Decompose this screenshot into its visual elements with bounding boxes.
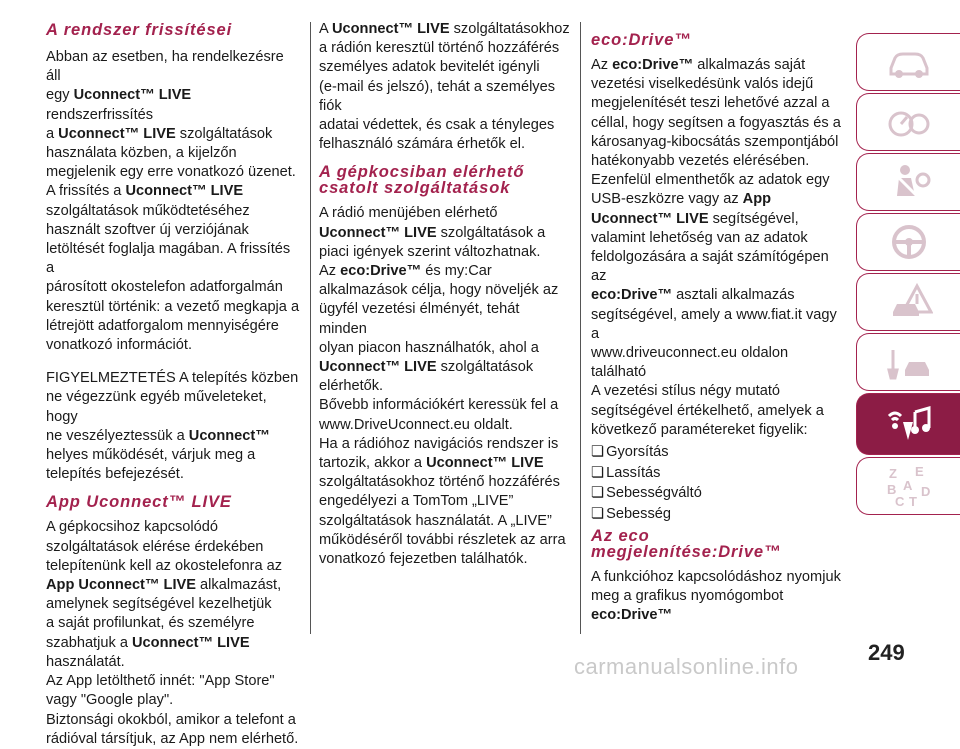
paragraph-services: A rádió menüjében elérhető Uconnect™ LIVE szolgáltatások a piaci igények szerint változhatnak. Az eco:Drive™ és my:Car alkalmazások célja, hogy növeljék az ügyfél vezetési élményét, tehát minden olyan piacon használhatók, ahol a Uconnect™ LIVE szolgáltatások elérhetők. Bővebb információkért keressük fel a www.DriveUconnect.eu oldalt. Ha a rádióhoz navigációs rendszer is tartozik, akkor a Uconnect™ LIVE szolgáltatásokhoz történő hozzáférés engedélyezi a TomTom „LIVE” szolgáltatások használatát. A „LIVE” működéséről további részletek az arra vonatkozó fejezetben találhatók. — [319, 205, 566, 568]
column-1 — [46, 22, 302, 749]
paragraph-warning: FIGYELMEZTETÉS A telepítés közben ne végezzünk egyéb műveleteket, hogy ne veszélyeztessük a Uconnect™ helyes működését, várjuk meg a telepítés befejezését. — [46, 370, 299, 483]
car-icon — [885, 40, 933, 84]
index-letter: A — [902, 478, 912, 493]
tab-dashboard[interactable] — [856, 93, 960, 151]
car-tools-icon — [885, 340, 933, 384]
dashboard-gauge-icon — [885, 100, 933, 144]
list-item: ❏ Sebességváltó — [591, 483, 843, 504]
list-item: ❏ Sebesség — [591, 504, 843, 525]
column-3 — [591, 22, 843, 626]
column-2 — [319, 22, 571, 569]
paragraph-access: A Uconnect™ LIVE szolgáltatásokhoz a rádión keresztül történő hozzáférés személyes adatok bevitelét igényli (e-mail és jelszó), tehát a személyes fiók adatai védettek, és csak a tényleges felhasználó számára érhetők el. — [319, 21, 570, 153]
heading-app-uconnect: App Uconnect™ LIVE — [46, 493, 232, 512]
warning-car-icon — [885, 280, 933, 324]
heading-ecodrive: eco:Drive™ — [591, 31, 692, 49]
paragraph-updates: Abban az esetben, ha rendelkezésre áll egy Uconnect™ LIVE rendszerfrissítés a Uconnect™ LIVE szolgáltatások használata közben, a kijelzőn megjelenik egy erre vonatkozó üzenet. A frissítés a Uconnect™ LIVE szolgáltatások működtetéséhez használt szoftver új verziójának letöltését foglalja magában. A frissítés a párosított okostelefon adatforgalmán keresztül történik: a vezető megkapja a létrejött adatforgalom mennyiségére vonatkozó információt. — [46, 49, 300, 354]
tab-emergency[interactable] — [856, 273, 960, 331]
seatbelt-airbag-icon — [885, 160, 933, 204]
index-letter: T — [908, 494, 917, 508]
steering-wheel-icon — [885, 220, 933, 264]
index-letter: B — [886, 482, 896, 497]
paragraph-ecodrive: Az eco:Drive™ alkalmazás saját vezetési viselkedésünk valós idejű megjelenítését teszi lehetővé azzal a céllal, hogy segítsen a fogyasztás és a károsanyag-kibocsátás szempontjából hatékonyabb vezetés elérésében. Ezenfelül elmenthetők az adatok egy USB-eszközre vagy az App Uconnect™ LIVE segítségével, valamint lehetőség van az adatok feldolgozására a saját számítógépen az eco:Drive™ asztali alkalmazás segítségével, amely a www.fiat.it vagy a www.driveuconnect.eu oldalon található A vezetési stílus négy mutató segítségével értékelhető, amelyek a következő paramétereket figyelik: — [591, 57, 841, 438]
tab-safety[interactable] — [856, 153, 960, 211]
heading-system-updates: A rendszer frissítései — [46, 21, 233, 39]
bullet-list — [591, 442, 843, 524]
multimedia-icon — [885, 402, 933, 446]
tab-multimedia[interactable] — [856, 393, 960, 455]
tab-index[interactable] — [856, 457, 960, 515]
heading-connected-services: A gépkocsiban elérhető csatolt szolgáltatások — [319, 163, 525, 198]
watermark: carmanualsonline.info — [574, 654, 799, 679]
index-letters-icon — [885, 464, 933, 508]
paragraph-eco-display: A funkcióhoz kapcsolódáshoz nyomjuk meg a grafikus nyomógombot eco:Drive™ — [591, 569, 841, 624]
index-letter: D — [920, 484, 930, 499]
column-divider — [310, 22, 311, 634]
index-letter: E — [914, 464, 924, 479]
paragraph-app: A gépkocsihoz kapcsolódó szolgáltatások elérése érdekében telepítenünk kell az okostelefonra az App Uconnect™ LIVE alkalmazást, amelynek segítségével kezelhetjük a saját profilunkat, és személyre szabhatjuk a Uconnect™ LIVE használatát. Az App letölthető innét: "App Store" vagy "Google play". Biztonsági okokból, amikor a telefont a rádióval társítjuk, az App nem elérhető. — [46, 519, 299, 747]
list-item: ❏ Lassítás — [591, 463, 843, 484]
chapter-tabs — [856, 33, 960, 517]
index-letter: C — [894, 494, 904, 508]
tab-maintenance[interactable] — [856, 333, 960, 391]
heading-eco-display: Az eco megjelenítése:Drive™ — [591, 527, 782, 562]
tab-driving[interactable] — [856, 213, 960, 271]
list-item: ❏ Gyorsítás — [591, 442, 843, 463]
index-letter: Z — [888, 466, 897, 481]
page-number: 249 — [868, 640, 905, 665]
column-divider — [580, 22, 581, 634]
tab-car[interactable] — [856, 33, 960, 91]
